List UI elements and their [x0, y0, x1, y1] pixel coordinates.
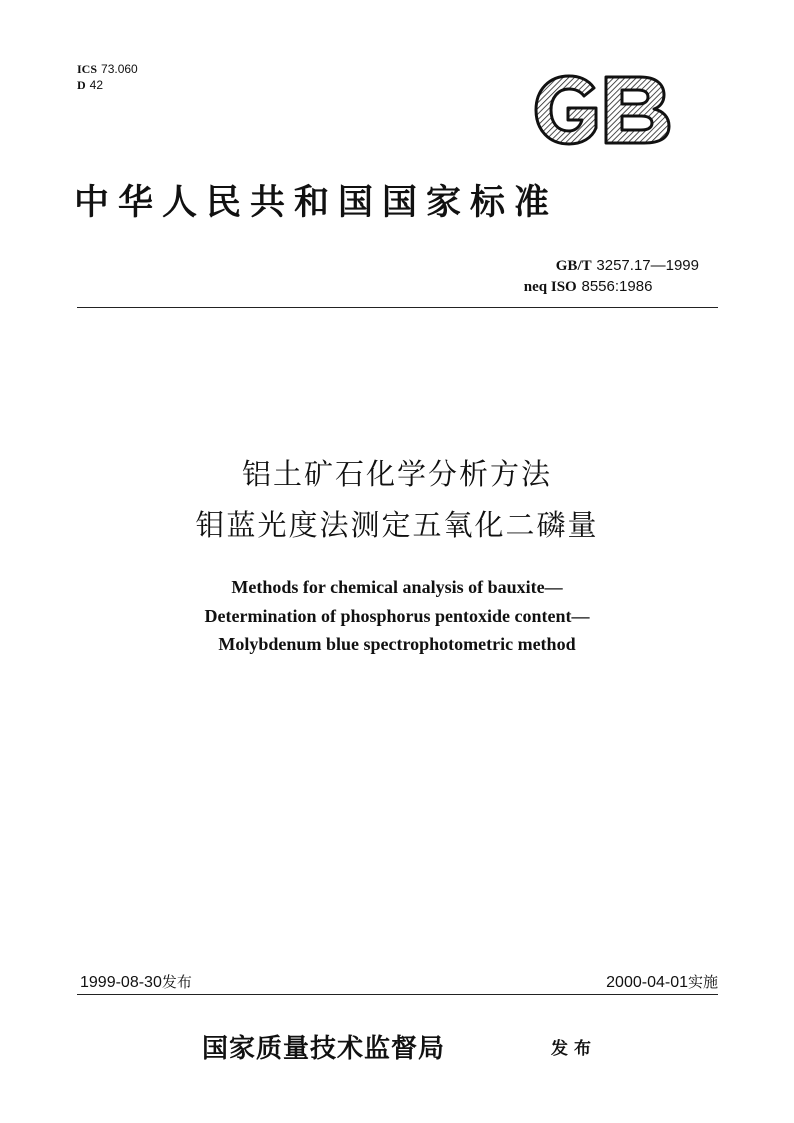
implementation-date-value: 2000-04-01 — [606, 974, 688, 991]
ics-code — [77, 61, 138, 77]
standard-number — [524, 255, 699, 297]
chinese-title-line-1: 铝土矿石化学分析方法 — [241, 457, 552, 491]
ccs-value: 42 — [89, 78, 104, 92]
ccs-code — [77, 77, 138, 93]
gb-standard-logo — [532, 74, 674, 146]
standard-number-value: 3257.17—1999 — [596, 257, 699, 274]
issue-date-value: 1999-08-30 — [80, 974, 162, 991]
publisher-action: 发布 — [551, 1039, 597, 1059]
implementation-date-label: 实施 — [687, 973, 718, 991]
publisher-name: 国家质量技术监督局 — [202, 1034, 446, 1064]
footer-divider — [77, 994, 718, 995]
ics-label: ICS — [77, 62, 98, 76]
adoption-prefix: neq ISO — [523, 279, 577, 295]
ics-value: 73.060 — [101, 62, 138, 76]
adoption-code — [524, 276, 699, 297]
english-title-line-3: Molybdenum blue spectrophotometric method — [218, 634, 576, 654]
issue-date — [80, 971, 192, 994]
adoption-number: 8556:1986 — [581, 278, 653, 295]
issue-date-label: 发布 — [161, 973, 192, 991]
chinese-title-line-2: 钼蓝光度法测定五氧化二磷量 — [195, 508, 599, 542]
standard-prefix: GB/T — [555, 258, 592, 274]
english-title-line-2: Determination of phosphorus pentoxide content— — [204, 605, 590, 626]
english-title-line-1: Methods for chemical analysis of bauxite— — [231, 577, 563, 597]
ccs-label: D — [77, 78, 86, 92]
national-standard-title: 中华人民共和国国家标准 — [74, 182, 559, 223]
standard-code — [524, 255, 699, 276]
implementation-date — [606, 971, 718, 994]
header-divider — [77, 307, 718, 308]
classification-codes — [77, 61, 138, 93]
